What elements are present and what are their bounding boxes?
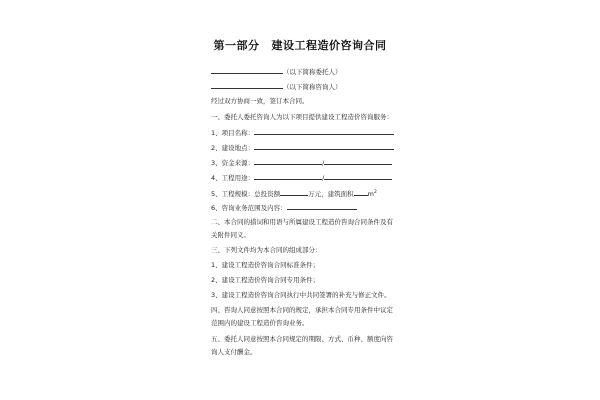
consultant-name-blank[interactable] [211,82,283,89]
scope-blank[interactable] [287,203,357,210]
section2-line1: 二、本合同的措词和用语与所属建设工程造价咨询合同条件及有 [211,218,393,226]
title-part: 第一部分 [213,39,260,52]
funding-blank-1[interactable] [254,158,322,165]
usage-blank-1[interactable] [254,173,322,180]
client-line [211,67,342,77]
section3-item-1: 1、建设工程造价咨询合同标准条件； [211,261,320,269]
usage-blank-2[interactable] [324,173,392,180]
section2-line2: 关附件同义。 [211,231,250,239]
consultant-suffix: （以下简称咨询人） [283,83,342,91]
title-main: 建设工程造价咨询合同 [271,39,387,52]
item-funding: 3、资金来源： / [211,158,392,168]
intro-text: 经过双方协商一致，签订本合同。 [211,97,309,105]
section5-line1: 五、委托人同意按照本合同规定的期限、方式、币种、额度向咨 [211,335,393,343]
item-scope: 6、咨询业务范围及内容： [211,203,357,213]
page-title [0,37,600,53]
funding-blank-2[interactable] [324,158,392,165]
area-blank[interactable] [354,189,368,196]
consultant-line [211,82,342,92]
client-suffix: （以下简称委托人） [283,68,342,76]
section4-line1: 四、咨询人同意按照本合同的规定，承担本合同专用条件中议定 [211,306,393,314]
section5-line2: 询人支付酬金。 [211,348,257,356]
item-usage: 4、工程用途： / [211,173,392,183]
client-name-blank[interactable] [211,67,283,74]
section3-heading: 三、下列文件均为本合同的组成部分： [211,246,322,254]
project-name-blank[interactable] [254,128,394,135]
item-location: 2、建设地点： [211,143,394,153]
investment-blank[interactable] [280,189,308,196]
item-scale: 5、工程规模：总投资额 万元，建筑面积 $m^2$ [211,190,377,199]
section3-item-2: 2、建设工程造价咨询合同专用条件； [211,276,320,284]
section1-heading: 一、委托人委托咨询人为以下项目提供建设工程造价咨询服务： [211,113,393,121]
section4-line2: 范围内的建设工程造价咨询业务。 [211,319,309,327]
section3-item-3: 3、建设工程造价咨询合同执行中共同签署的补充与修正文件。 [211,291,391,299]
location-blank[interactable] [254,143,394,150]
item-project-name: 1、项目名称： [211,128,394,138]
